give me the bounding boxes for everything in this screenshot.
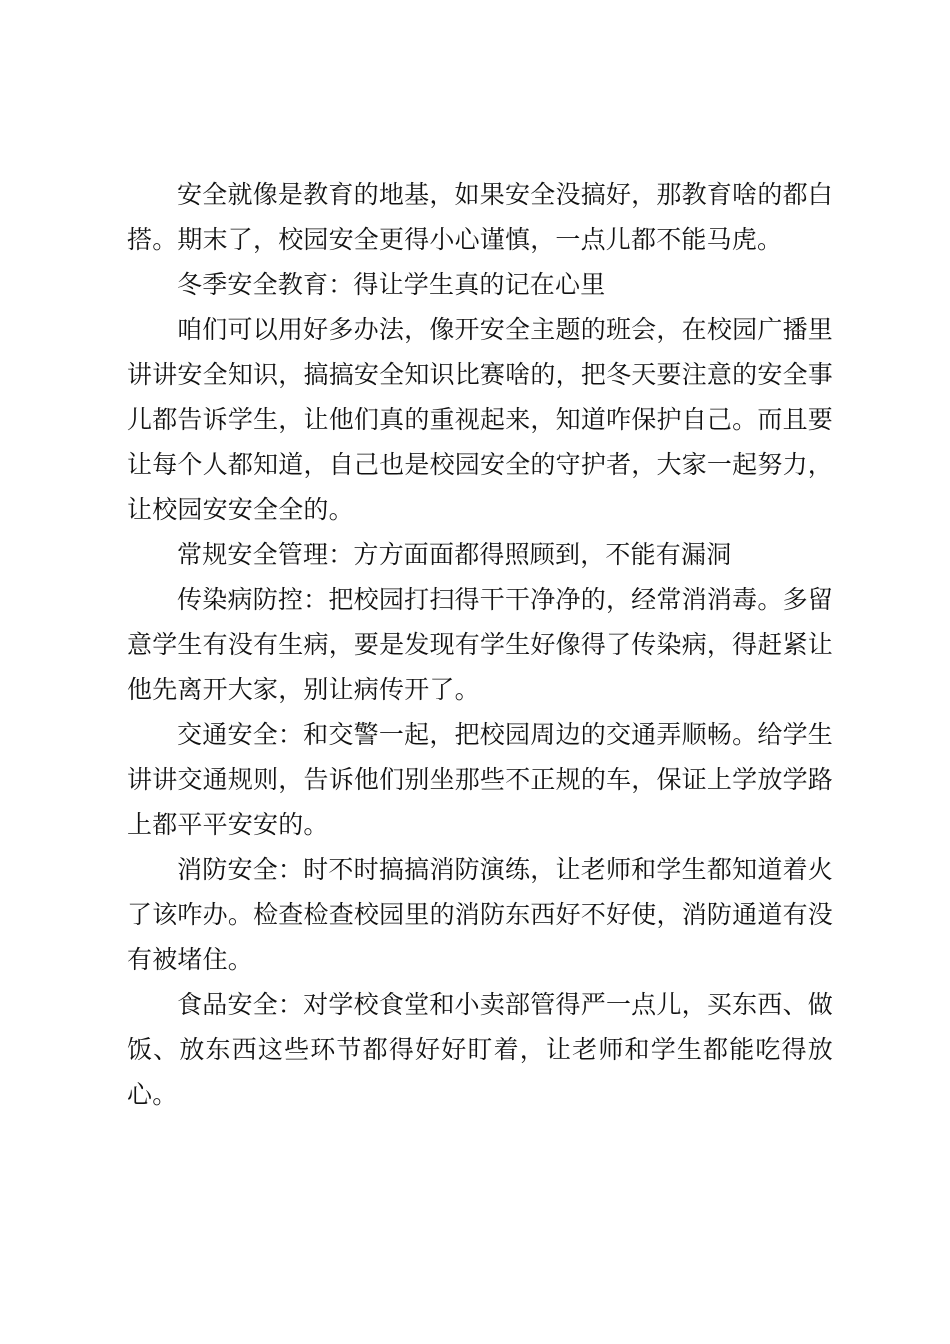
- paragraph-heading-routine-management: 常规安全管理：方方面面都得照顾到，不能有漏洞: [177, 540, 732, 569]
- paragraph-disease-control: 传染病防控：把校园打扫得干干净净的，经常消消毒。多留意学生有没有生病，要是发现有学生好像得了传染病，得赶紧让他先离开大家，别让病传开了。: [127, 585, 833, 704]
- paragraph-intro: 安全就像是教育的地基，如果安全没搞好，那教育啥的都白搭。期末了，校园安全更得小心谨慎，一点儿都不能马虎。: [127, 180, 833, 254]
- paragraph-fire-safety: 消防安全：时不时搞搞消防演练，让老师和学生都知道着火了该咋办。检查检查校园里的消防东西好不好使，消防通道有没有被堵住。: [127, 855, 833, 974]
- paragraph-traffic-safety: 交通安全：和交警一起，把校园周边的交通弄顺畅。给学生讲讲交通规则，告诉他们别坐那些不正规的车，保证上学放学路上都平平安安的。: [127, 720, 833, 839]
- document-body: [127, 172, 833, 1117]
- paragraph-food-safety: 食品安全：对学校食堂和小卖部管得严一点儿，买东西、做饭、放东西这些环节都得好好盯着，让老师和学生都能吃得放心。: [127, 990, 833, 1109]
- paragraph-winter-safety-methods: 咱们可以用好多办法，像开安全主题的班会，在校园广播里讲讲安全知识，搞搞安全知识比赛啥的，把冬天要注意的安全事儿都告诉学生，让他们真的重视起来，知道咋保护自己。而且要让每个人都知道，自己也是校园安全的守护者，大家一起努力，让校园安安全全的。: [127, 315, 833, 524]
- paragraph-heading-winter-safety: 冬季安全教育：得让学生真的记在心里: [177, 270, 606, 299]
